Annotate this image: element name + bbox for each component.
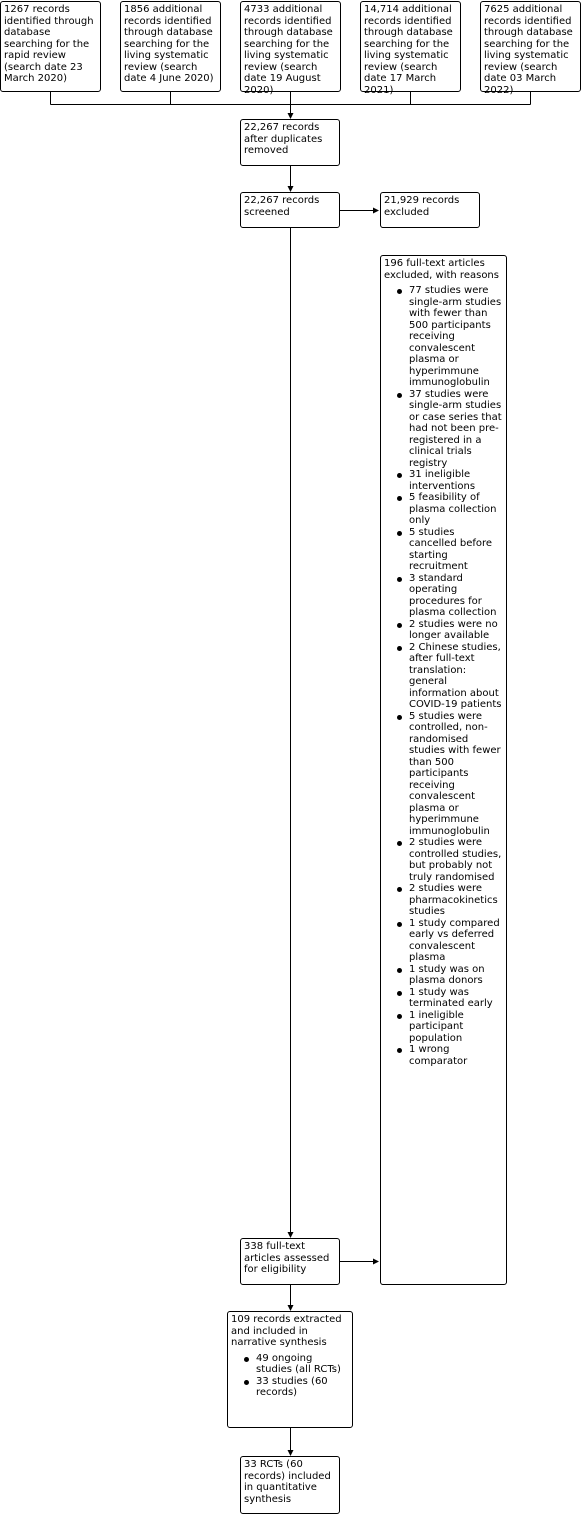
quantitative-text: 33 RCTs (60 records) included in quantitative synthesis [244,1459,331,1505]
list-item: 49 ongoing studies (all RCTs) [243,1353,349,1376]
quantitative-synthesis-box [240,1456,340,1514]
list-item: 5 studies cancelled before starting recruitment [396,527,503,573]
narrative-title: 109 records extracted and included in narrative synthesis [231,1314,342,1348]
excluded-text: 21,929 records excluded [384,195,460,218]
source-text: 4733 additional records identified through database searching for the living systematic review (search date 19 August 2020) [244,4,333,96]
list-item: 1 study was terminated early [396,987,503,1010]
source-box-august-2020 [240,1,341,96]
narrative-synthesis-box [227,1311,353,1428]
after-duplicates-text: 22,267 records after duplicates removed [244,122,323,156]
source-box-june-2020 [120,1,221,92]
list-item: 31 ineligible interventions [396,469,503,492]
fulltext-excluded-box [380,255,507,1285]
screened-box [240,192,340,228]
list-item: 5 studies were controlled, non-randomised studies with fewer than 500 participants receiving convalescent plasma or hyperimmune immunoglobulin [396,711,503,838]
list-item: 1 wrong comparator [396,1044,503,1067]
list-item: 2 Chinese studies, after full-text translation: general information about COVID-19 patients [396,642,503,711]
list-item: 33 studies (60 records) [243,1376,349,1399]
list-item: 77 studies were single-arm studies with fewer than 500 participants receiving convalescent plasma or hyperimmune immunoglobulin [396,285,503,389]
source-text: 14,714 additional records identified through database searching for the living systematic review (search date 17 March 2021) [364,4,453,96]
list-item: 2 studies were pharmacokinetics studies [396,883,503,918]
list-item: 37 studies were single-arm studies or case series that had not been pre-registered in a clinical trials registry [396,389,503,470]
list-item: 2 studies were controlled studies, but probably not truly randomised [396,837,503,883]
exclusion-reasons-list [384,285,503,1067]
assessed-text: 338 full-text articles assessed for eligibility [244,1241,330,1275]
after-duplicates-box [240,119,340,166]
source-box-march-2022 [480,1,581,96]
list-item: 3 standard operating procedures for plasma collection [396,573,503,619]
list-item: 1 study was on plasma donors [396,964,503,987]
list-item: 1 study compared early vs deferred convalescent plasma [396,918,503,964]
list-item: 2 studies were no longer available [396,619,503,642]
excluded-box [380,192,480,228]
source-text: 1267 records identified through database searching for the rapid review (search date 23 March 2020) [4,4,94,84]
source-text: 1856 additional records identified through database searching for the living systematic review (search date 4 June 2020) [124,4,214,84]
assessed-box [240,1238,340,1285]
narrative-list [231,1353,349,1399]
fulltext-excluded-content [384,258,503,1067]
list-item: 1 ineligible participant population [396,1010,503,1045]
source-box-march-2021 [360,1,461,96]
source-text: 7625 additional records identified through database searching for the living systematic review (search date 03 March 2022) [484,4,573,96]
list-item: 5 feasibility of plasma collection only [396,492,503,527]
source-box-rapid-review [0,1,101,92]
screened-text: 22,267 records screened [244,195,320,218]
fulltext-excluded-title: 196 full-text articles excluded, with reasons [384,258,499,281]
